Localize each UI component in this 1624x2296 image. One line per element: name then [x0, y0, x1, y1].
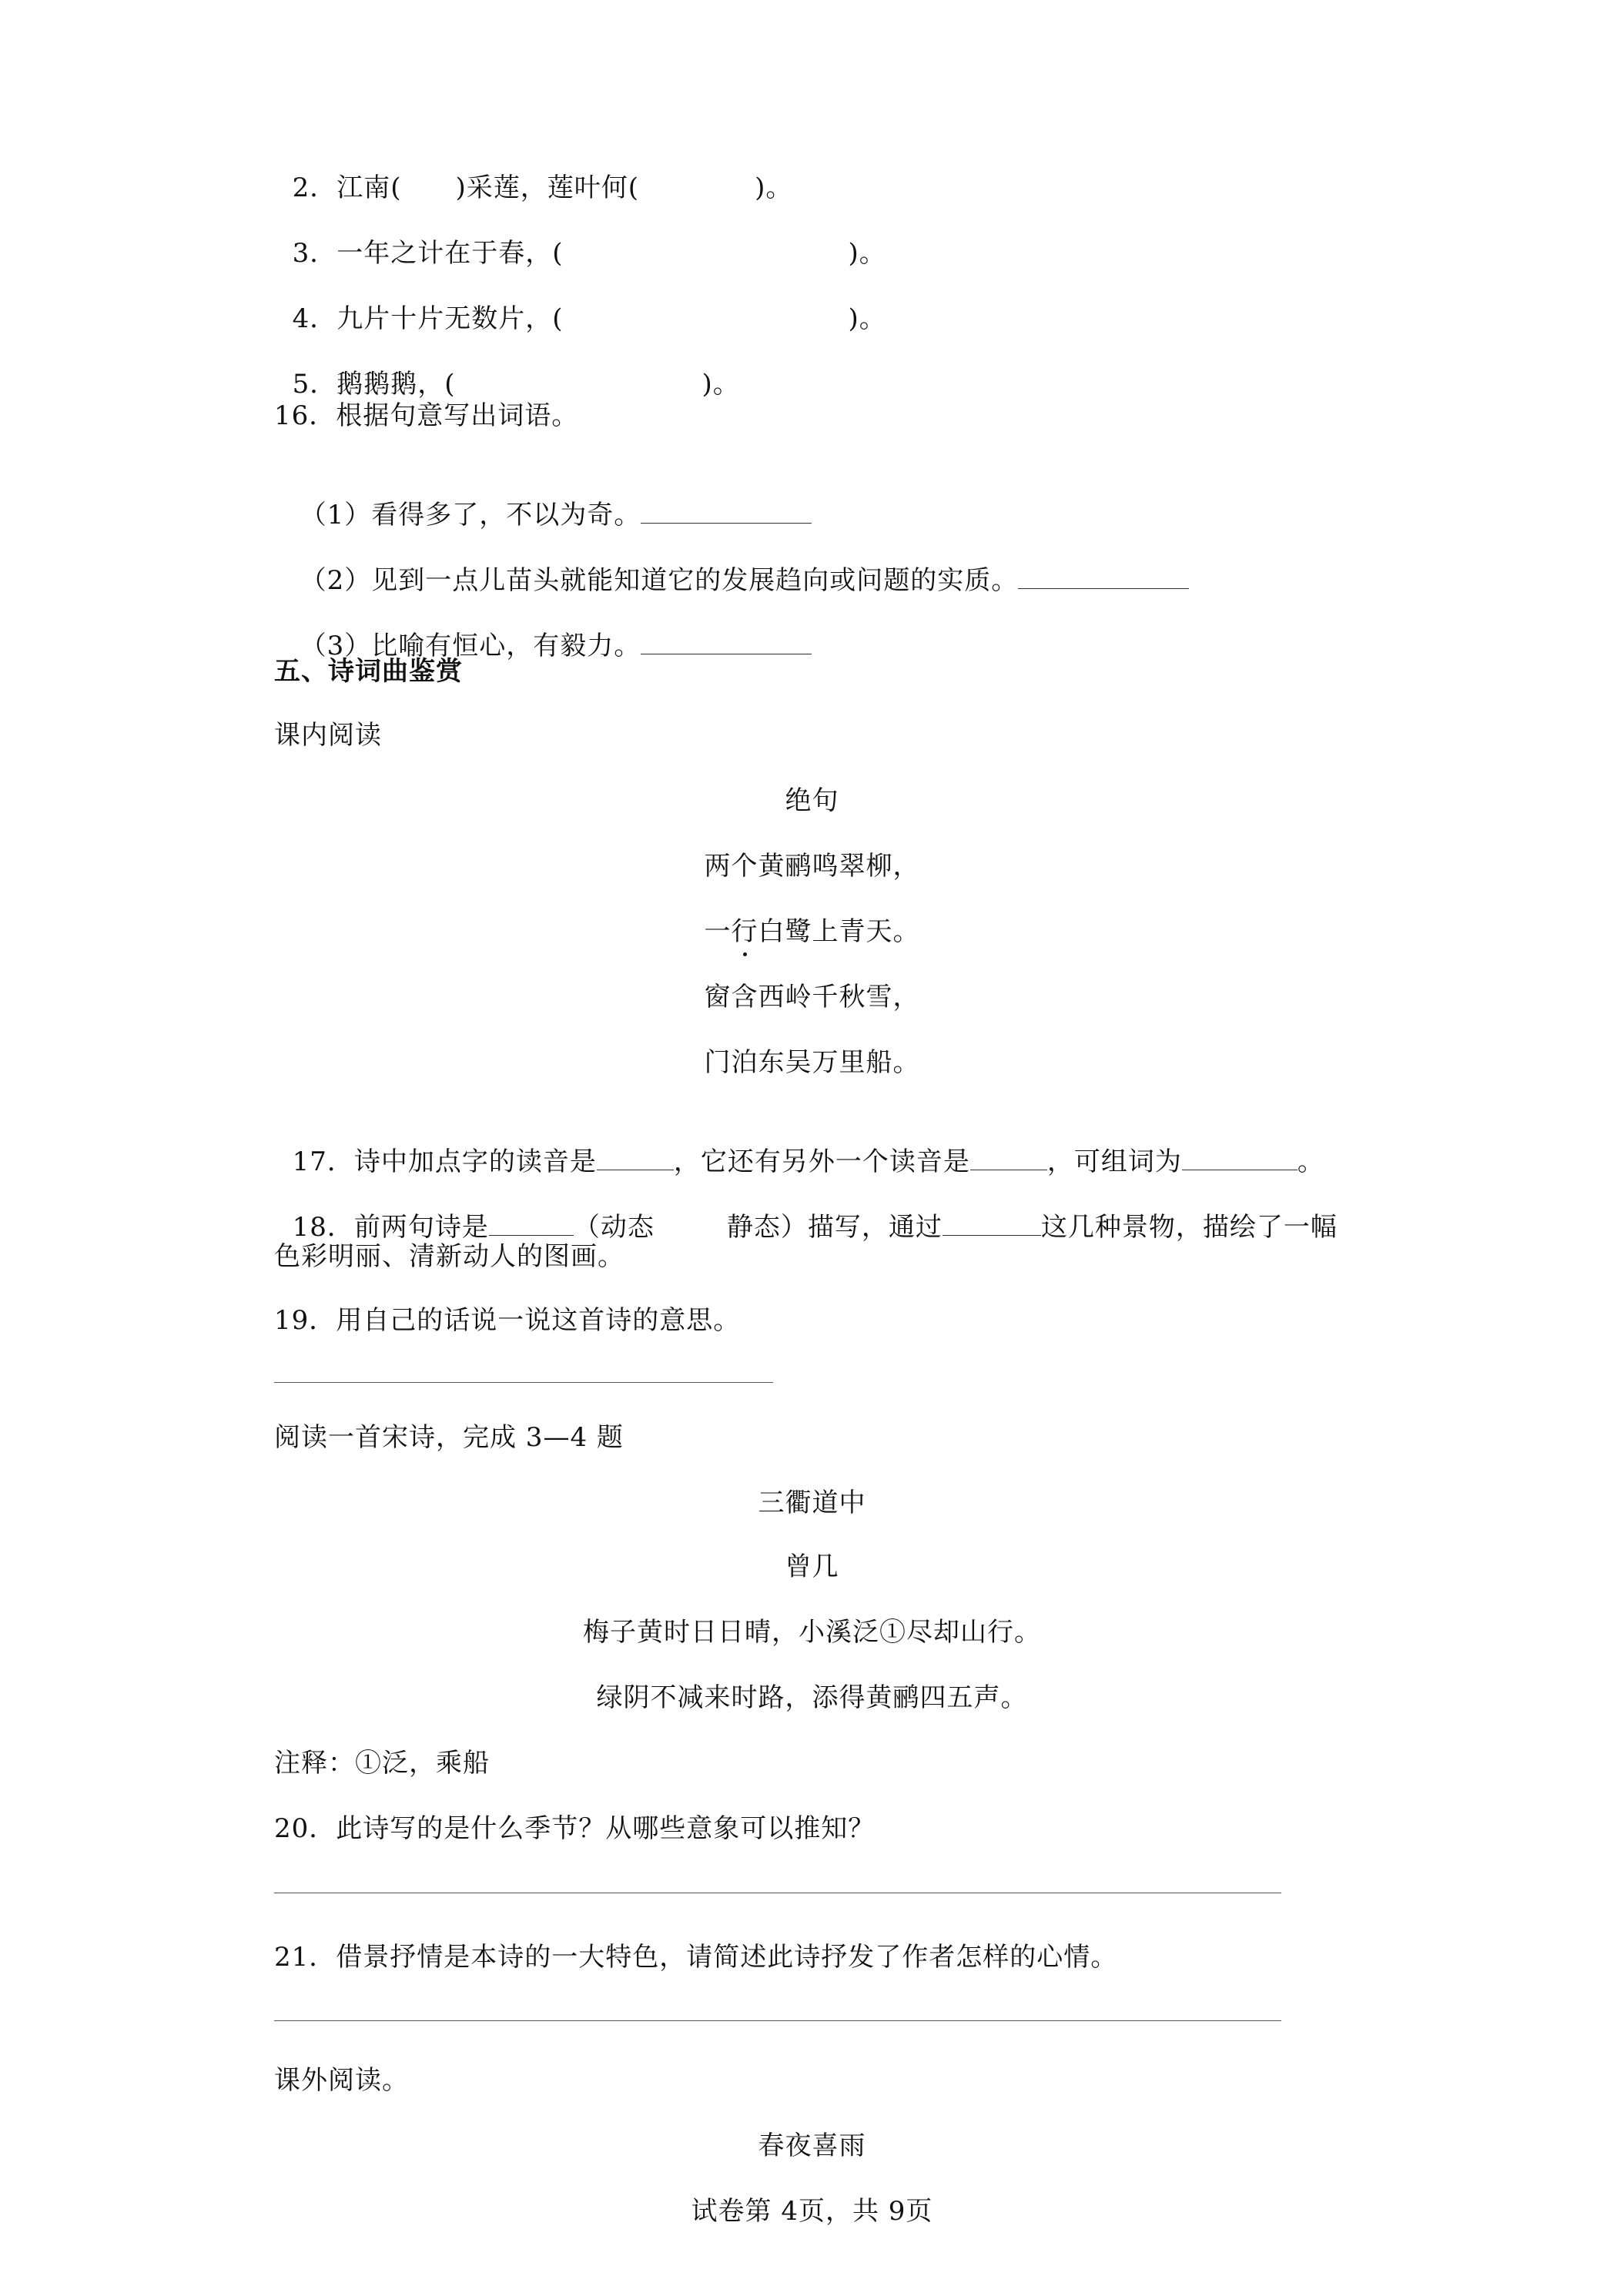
fill-poem-2-part2: )采莲，莲叶何(: [455, 172, 640, 203]
q17-part-a: 17．诗中加点字的读音是: [292, 1146, 597, 1177]
q17-blank-2[interactable]: [970, 1146, 1047, 1170]
poem1-line1: 两个黄鹂鸣翠柳，: [704, 851, 920, 882]
q19-stem: 19．用自己的话说一说这首诗的意思。: [274, 1305, 741, 1336]
q16-item-1: [282, 464, 812, 532]
q16-item-1-text: （1）看得多了，不以为奇。: [300, 500, 641, 530]
fill-poem-3-part2: )。: [848, 238, 886, 269]
fill-poem-3: [274, 202, 886, 270]
fill-poem-5-part1: 5．鹅鹅鹅，(: [292, 369, 456, 400]
q17: [274, 1111, 1324, 1179]
poem1-line2-pre: 一: [704, 916, 732, 947]
q16-item-2: [282, 530, 1189, 597]
q21-stem: 21．借景抒情是本诗的一大特色，请简述此诗抒发了作者怎样的心情。: [274, 1942, 1118, 1973]
poem1-line4: 门泊东吴万里船。: [704, 1047, 920, 1078]
fill-poem-4-part1: 4．九片十片无数片，(: [292, 303, 564, 334]
q17-blank-1[interactable]: [597, 1146, 674, 1170]
poem2-note: 注释：①泛，乘船: [274, 1748, 490, 1779]
fill-poem-2-part3: )。: [755, 172, 793, 203]
fill-poem-5: [274, 333, 740, 401]
poem2-title: 三衢道中: [758, 1488, 866, 1518]
q16-item-1-blank[interactable]: [641, 500, 812, 524]
q20-stem: 20．此诗写的是什么季节？从哪些意象可以推知？: [274, 1813, 876, 1844]
inclass-reading-label: 课内阅读: [274, 720, 382, 751]
poem2-line1: 梅子黄时日日晴，小溪泛①尽却山行。: [583, 1617, 1041, 1648]
q16-item-3-blank[interactable]: [641, 631, 812, 654]
poem1-line3: 窗含西岭千秋雪，: [704, 982, 920, 1012]
fill-poem-4: [274, 268, 886, 336]
poem1-line2-post: 白鹭上青天。: [758, 916, 920, 947]
fill-poem-4-part2: )。: [848, 303, 886, 334]
q16-stem: 16．根据句意写出词语。: [274, 400, 579, 431]
q18-part-d: 这几种景物，描绘了一幅: [1040, 1212, 1338, 1243]
q18-line1: [274, 1176, 1338, 1244]
poem1-dotted-char: 行: [731, 916, 758, 947]
q18-part-c: 静态）描写，通过: [726, 1212, 943, 1243]
q16-item-2-text: （2）见到一点儿苗头就能知道它的发展趋向或问题的实质。: [300, 565, 1019, 596]
q17-blank-3[interactable]: [1182, 1146, 1298, 1170]
q16-item-3-text: （3）比喻有恒心，有毅力。: [300, 631, 641, 661]
q18-part-b: （动态: [573, 1212, 655, 1243]
outclass-reading-label: 课外阅读。: [274, 2065, 409, 2096]
fill-poem-3-part1: 3．一年之计在于春，(: [292, 238, 564, 269]
poem1-line2: [0, 915, 1624, 949]
song-poem-intro: 阅读一首宋诗，完成 3—4 题: [274, 1422, 624, 1453]
poem2-author: 曾几: [785, 1551, 839, 1582]
q16-item-2-blank[interactable]: [1018, 565, 1189, 589]
q18-blank-2[interactable]: [943, 1212, 1041, 1236]
q21-answer-line[interactable]: [274, 2020, 1281, 2021]
q17-part-d: 。: [1297, 1146, 1324, 1177]
q18-line2: 色彩明丽、清新动人的图画。: [274, 1241, 624, 1272]
fill-poem-2: [274, 137, 792, 205]
q17-part-c: ，可组词为: [1046, 1146, 1182, 1177]
q18-blank-1[interactable]: [489, 1212, 574, 1236]
poem1-title: 绝句: [785, 785, 839, 816]
fill-poem-2-part1: 2．江南(: [292, 172, 402, 203]
fill-poem-5-part2: )。: [702, 369, 740, 400]
q18-part-a: 18．前两句诗是: [292, 1212, 489, 1243]
poem2-line2: 绿阴不减来时路，添得黄鹂四五声。: [596, 1682, 1028, 1713]
q17-part-b: ，它还有另外一个读音是: [673, 1146, 970, 1177]
poem3-title: 春夜喜雨: [758, 2130, 866, 2161]
q16-item-3: [282, 595, 812, 663]
page-footer: 试卷第 4页，共 9页: [691, 2196, 933, 2227]
q19-answer-line[interactable]: [274, 1382, 773, 1383]
section-5-title: 五、诗词曲鉴赏: [274, 656, 463, 687]
